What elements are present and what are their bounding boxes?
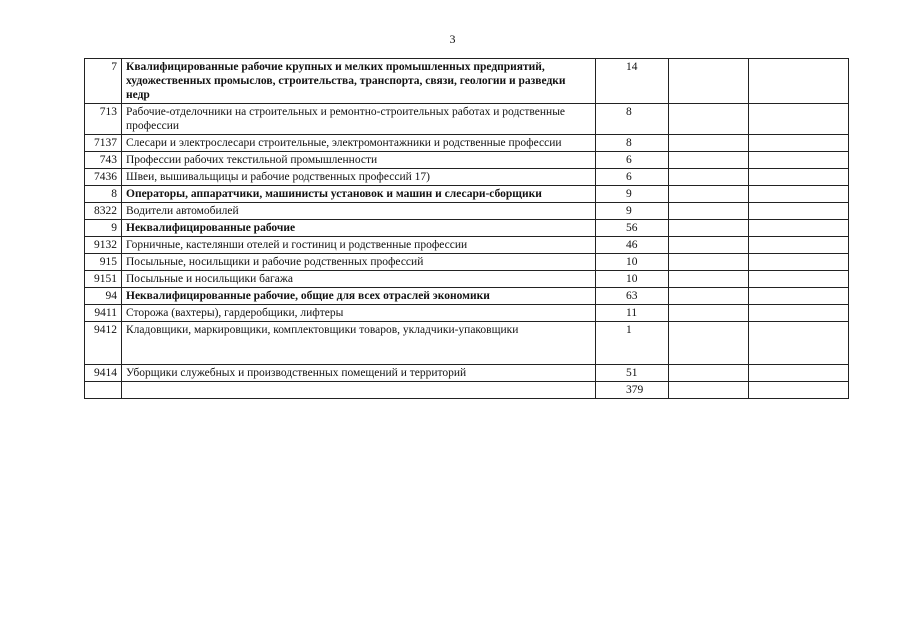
row-empty-cell <box>669 365 749 382</box>
row-name: Квалифицированные рабочие крупных и мелких промышленных предприятий, художественных промыслов, строительства, транспорта, связи, геологии и разведки недр <box>122 59 596 104</box>
row-name: Неквалифицированные рабочие <box>122 220 596 237</box>
table-row <box>85 169 849 186</box>
row-name: Посыльные, носильщики и рабочие родственных профессий <box>122 254 596 271</box>
total-empty-cell <box>122 382 596 399</box>
total-empty-cell <box>85 382 122 399</box>
row-count: 10 <box>596 271 669 288</box>
row-empty-cell <box>749 135 849 152</box>
row-count: 51 <box>596 365 669 382</box>
table-row <box>85 254 849 271</box>
row-code: 8322 <box>85 203 122 220</box>
total-empty-cell <box>669 382 749 399</box>
row-empty-cell <box>749 59 849 104</box>
row-empty-cell <box>749 104 849 135</box>
table-row <box>85 104 849 135</box>
row-empty-cell <box>749 220 849 237</box>
table-row <box>85 203 849 220</box>
row-empty-cell <box>669 186 749 203</box>
table-row <box>85 271 849 288</box>
row-count: 9 <box>596 203 669 220</box>
row-code: 9 <box>85 220 122 237</box>
row-empty-cell <box>669 203 749 220</box>
row-empty-cell <box>669 169 749 186</box>
row-empty-cell <box>669 271 749 288</box>
row-count: 6 <box>596 152 669 169</box>
row-code: 7137 <box>85 135 122 152</box>
row-name: Посыльные и носильщики багажа <box>122 271 596 288</box>
row-empty-cell <box>749 271 849 288</box>
total-count: 379 <box>596 382 669 399</box>
row-count: 63 <box>596 288 669 305</box>
row-empty-cell <box>669 288 749 305</box>
row-empty-cell <box>669 59 749 104</box>
row-code: 7436 <box>85 169 122 186</box>
row-code: 7 <box>85 59 122 104</box>
table-row <box>85 59 849 104</box>
table-row <box>85 288 849 305</box>
row-code: 9151 <box>85 271 122 288</box>
row-empty-cell <box>669 254 749 271</box>
row-count: 56 <box>596 220 669 237</box>
row-count: 1 <box>596 322 669 365</box>
row-empty-cell <box>669 237 749 254</box>
row-name: Уборщики служебных и производственных помещений и территорий <box>122 365 596 382</box>
row-count: 8 <box>596 104 669 135</box>
row-empty-cell <box>669 104 749 135</box>
table-row <box>85 322 849 365</box>
row-name: Сторожа (вахтеры), гардеробщики, лифтеры <box>122 305 596 322</box>
row-empty-cell <box>749 305 849 322</box>
row-name: Кладовщики, маркировщики, комплектовщики товаров, укладчики-упаковщики <box>122 322 596 365</box>
row-count: 46 <box>596 237 669 254</box>
table-row <box>85 365 849 382</box>
row-count: 6 <box>596 169 669 186</box>
row-code: 8 <box>85 186 122 203</box>
table-row <box>85 220 849 237</box>
row-code: 915 <box>85 254 122 271</box>
row-code: 9132 <box>85 237 122 254</box>
row-empty-cell <box>749 203 849 220</box>
row-code: 743 <box>85 152 122 169</box>
table-row <box>85 237 849 254</box>
row-empty-cell <box>669 322 749 365</box>
row-empty-cell <box>749 322 849 365</box>
row-count: 10 <box>596 254 669 271</box>
table-row <box>85 186 849 203</box>
row-empty-cell <box>669 305 749 322</box>
professions-table <box>84 58 849 399</box>
row-empty-cell <box>749 237 849 254</box>
row-name: Неквалифицированные рабочие, общие для всех отраслей экономики <box>122 288 596 305</box>
row-empty-cell <box>749 169 849 186</box>
row-name: Горничные, кастелянши отелей и гостиниц и родственные профессии <box>122 237 596 254</box>
row-empty-cell <box>669 152 749 169</box>
row-code: 713 <box>85 104 122 135</box>
table-body <box>85 59 849 399</box>
row-empty-cell <box>749 288 849 305</box>
row-code: 9411 <box>85 305 122 322</box>
row-empty-cell <box>669 220 749 237</box>
row-name: Операторы, аппаратчики, машинисты установок и машин и слесари-сборщики <box>122 186 596 203</box>
total-row <box>85 382 849 399</box>
row-name: Швеи, вышивальщицы и рабочие родственных профессий 17) <box>122 169 596 186</box>
row-count: 14 <box>596 59 669 104</box>
row-empty-cell <box>749 152 849 169</box>
row-name: Слесари и электрослесари строительные, электромонтажники и родственные профессии <box>122 135 596 152</box>
row-name: Рабочие-отделочники на строительных и ремонтно-строительных работах и родственные профессии <box>122 104 596 135</box>
row-empty-cell <box>749 365 849 382</box>
row-code: 9414 <box>85 365 122 382</box>
row-name: Водители автомобилей <box>122 203 596 220</box>
row-count: 9 <box>596 186 669 203</box>
table-row <box>85 152 849 169</box>
row-empty-cell <box>669 135 749 152</box>
total-empty-cell <box>749 382 849 399</box>
row-empty-cell <box>749 254 849 271</box>
row-count: 11 <box>596 305 669 322</box>
row-code: 9412 <box>85 322 122 365</box>
row-count: 8 <box>596 135 669 152</box>
table-row <box>85 305 849 322</box>
table-row <box>85 135 849 152</box>
row-name: Профессии рабочих текстильной промышленности <box>122 152 596 169</box>
row-empty-cell <box>749 186 849 203</box>
row-code: 94 <box>85 288 122 305</box>
page-number: 3 <box>449 32 456 46</box>
